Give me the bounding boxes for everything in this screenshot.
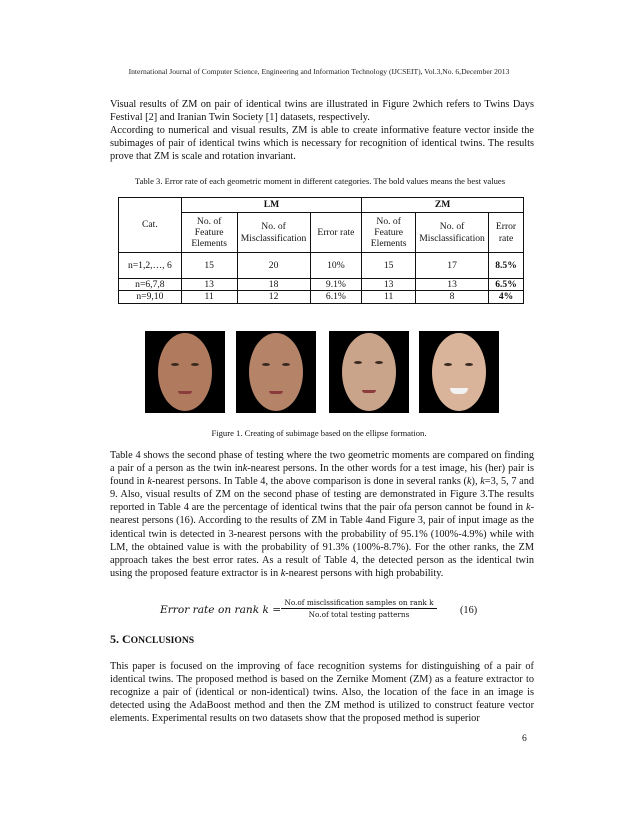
face-image-1 — [145, 331, 225, 413]
face-mouth — [178, 391, 192, 394]
paragraph-conclusions: This paper is focused on the improving of face recognition systems for distinguishing of a pair of identical twins. The proposed method is based on the Zernike Moment (ZM) as a feature extractor to recognize a pair of (identical or non-identical) twins. Also, the location of the face in an image is detected using the AdaBoost method and then the ZM method is utilized to construct feature vector elements. Experimental results on two datasets show that the proposed method is superior — [110, 661, 534, 725]
paragraph-table4: Table 4 shows the second phase of testing where the two geometric moments are compared on finding a pair of a person as the twin ink-nearest persons. In the other words for a test image, his (her) pair is found in k-nearest persons. In Table 4, the above comparison is done in several ranks (k), k=3, 5, 7 and 9. Also, visual results of ZM on the second phase of testing are demonstrated in Figure 3.The results reported in Table 4 are the percentage of identical twins that the pair ofa person cannot be found in k-nearest persons (16). According to the results of ZM in Table 4and Figure 3, pair of input image as the identical twin is detected in 3-nearest persons with the probability of 95.1% (100%-4.9%) while with LM, the obtained value is with the probability of 91.3% (100%-8.7%). For the other ranks, the ZM approach takes the best error rates. As a result of Table 4, the detected person as the identical twin using the proposed feature extractor is in k-nearest persons with high probability. — [110, 450, 535, 579]
cell-zm-feature: 13 — [362, 279, 416, 291]
face-oval — [158, 333, 212, 411]
table-row — [119, 253, 524, 279]
section-heading-conclusions: 5. CONCLUSIONS — [110, 632, 195, 646]
col-group-lm: LM — [181, 198, 361, 213]
face-oval — [342, 333, 396, 411]
cell-zm-feature: 15 — [362, 253, 416, 279]
paragraph-zm-visual-b: According to numerical and visual results, ZM is able to create informative feature vector inside the subimages of pair of identical twins which is necessary for recognition of identical twins. The results prove that ZM is scale and rotation invariant. — [110, 125, 534, 163]
cell-zm-error: 4% — [489, 291, 524, 303]
face-oval — [249, 333, 303, 411]
table-row — [119, 279, 524, 291]
cell-zm-misclass: 17 — [416, 253, 489, 279]
face-oval — [432, 333, 486, 411]
face-eye — [375, 361, 383, 364]
col-header-cat: Cat. — [119, 198, 182, 253]
cell-zm-misclass: 13 — [416, 279, 489, 291]
equation-16 — [160, 598, 490, 624]
equation-fraction — [281, 598, 437, 619]
cell-lm-feature: 15 — [181, 253, 237, 279]
face-eye — [171, 363, 179, 366]
cell-lm-misclass: 12 — [237, 291, 310, 303]
cell-lm-misclass: 20 — [237, 253, 310, 279]
error-rate-table — [118, 197, 524, 304]
journal-header: International Journal of Computer Science, Engineering and Information Technology (IJCSEIT), Vol.3,No. 6,December 2013 — [128, 67, 510, 76]
equation-lhs: Error rate on rank k = — [160, 604, 282, 616]
table-caption: Table 3. Error rate of each geometric moment in different categories. The bold values means the best values — [134, 176, 506, 186]
col-header-lm-misclass: No. of Misclassification — [237, 213, 310, 253]
cell-lm-error: 6.1% — [310, 291, 362, 303]
paragraph-zm-visual — [110, 98, 534, 163]
face-mouth — [450, 388, 468, 394]
col-header-zm-misclass: No. of Misclassification — [416, 213, 489, 253]
face-eye — [444, 363, 452, 366]
figure-caption: Figure 1. Creating of subimage based on the ellipse formation. — [211, 428, 427, 438]
table-row — [119, 291, 524, 303]
face-mouth — [362, 390, 376, 393]
cell-cat: n=1,2,…, 6 — [119, 253, 182, 279]
face-image-4 — [419, 331, 499, 413]
cell-zm-feature: 11 — [362, 291, 416, 303]
cell-lm-feature: 11 — [181, 291, 237, 303]
face-image-3 — [329, 331, 409, 413]
cell-lm-misclass: 18 — [237, 279, 310, 291]
col-group-zm: ZM — [362, 198, 524, 213]
equation-number: (16) — [460, 605, 478, 616]
cell-lm-error: 9.1% — [310, 279, 362, 291]
col-header-zm-error: Error rate — [489, 213, 524, 253]
cell-zm-misclass: 8 — [416, 291, 489, 303]
paragraph-zm-visual-a: Visual results of ZM on pair of identical twins are illustrated in Figure 2which refers to Twins Days Festival [2] and Iranian Twin Society [1] datasets, respectively. — [110, 99, 534, 124]
page-number: 6 — [522, 733, 527, 744]
cell-lm-error: 10% — [310, 253, 362, 279]
cell-cat: n=9,10 — [119, 291, 182, 303]
face-eye — [282, 363, 290, 366]
face-mouth — [269, 391, 283, 394]
face-eye — [262, 363, 270, 366]
face-eye — [354, 361, 362, 364]
equation-denominator: No.of total testing patterns — [308, 610, 410, 619]
face-subimages-figure — [145, 331, 501, 413]
col-header-lm-feature: No. of Feature Elements — [181, 213, 237, 253]
col-header-zm-feature: No. of Feature Elements — [362, 213, 416, 253]
face-image-2 — [236, 331, 316, 413]
equation-numerator: No.of misclssification samples on rank k — [281, 598, 437, 609]
face-eye — [191, 363, 199, 366]
face-eye — [465, 363, 473, 366]
cell-lm-feature: 13 — [181, 279, 237, 291]
cell-cat: n=6,7,8 — [119, 279, 182, 291]
col-header-lm-error: Error rate — [310, 213, 362, 253]
cell-zm-error: 8.5% — [489, 253, 524, 279]
cell-zm-error: 6.5% — [489, 279, 524, 291]
